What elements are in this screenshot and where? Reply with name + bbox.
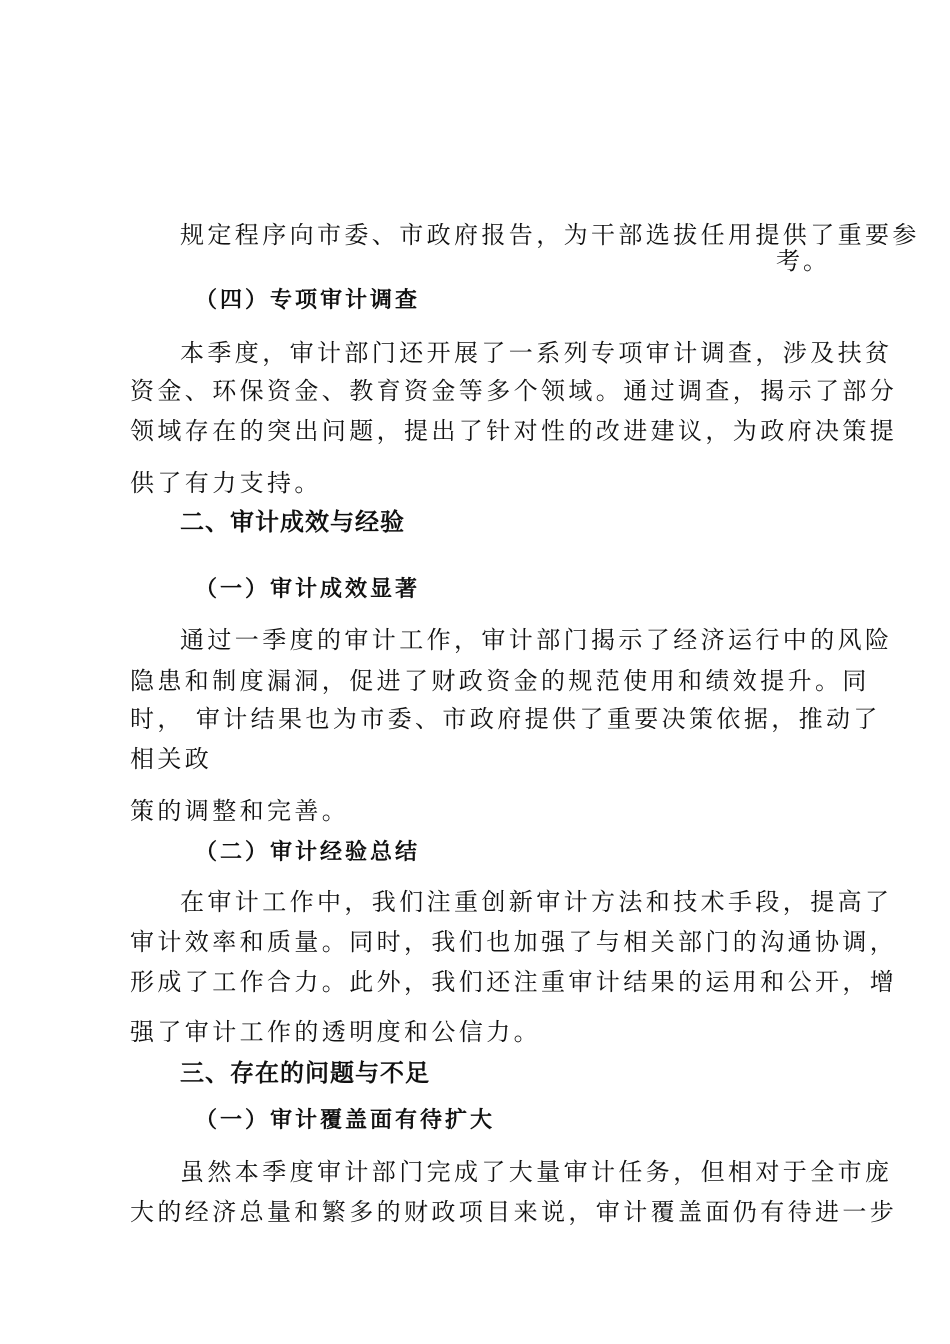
subsection-heading: （一）审计覆盖面有待扩大 — [195, 1108, 496, 1133]
paragraph-line: 考。 — [776, 247, 830, 275]
paragraph-line: 在审计工作中，我们注重创新审计方法和技术手段，提高了 — [180, 888, 893, 916]
paragraph-line: 虽然本季度审计部门完成了大量审计任务，但相对于全市庞 — [180, 1158, 893, 1186]
subsection-heading: （四）专项审计调查 — [195, 288, 421, 313]
paragraph-line: 隐患和制度漏洞，促进了财政资金的规范使用和绩效提升。同 — [130, 667, 870, 695]
subsection-heading: （一）审计成效显著 — [195, 577, 421, 602]
paragraph-line: 供了有力支持。 — [130, 469, 322, 497]
paragraph-line: 领域存在的突出问题，提出了针对性的改进建议，为政府决策提 — [130, 417, 898, 445]
paragraph-line: 相关政 — [130, 745, 213, 773]
paragraph-line: 大的经济总量和繁多的财政项目来说，审计覆盖面仍有待进一步 — [130, 1198, 898, 1226]
paragraph-line: 资金、环保资金、教育资金等多个领域。通过调查，揭示了部分 — [130, 377, 898, 405]
section-heading: 三、存在的问题与不足 — [180, 1059, 430, 1087]
section-heading: 二、审计成效与经验 — [180, 508, 405, 536]
paragraph-line: 强了审计工作的透明度和公信力。 — [130, 1018, 541, 1046]
paragraph-line: 通过一季度的审计工作，审计部门揭示了经济运行中的风险 — [180, 626, 893, 654]
paragraph-line: 规定程序向市委、市政府报告，为干部选拔任用提供了重要参 — [180, 221, 920, 249]
paragraph-line: 形成了工作合力。此外，我们还注重审计结果的运用和公开，增 — [130, 968, 898, 996]
paragraph-line: 时， 审计结果也为市委、市政府提供了重要决策依据，推动了 — [130, 705, 881, 733]
paragraph-line: 本季度，审计部门还开展了一系列专项审计调查，涉及扶贫 — [180, 339, 893, 367]
paragraph-line: 策的调整和完善。 — [130, 797, 350, 825]
paragraph-line: 审计效率和质量。同时，我们也加强了与相关部门的沟通协调， — [130, 928, 898, 956]
subsection-heading: （二）审计经验总结 — [195, 840, 421, 865]
